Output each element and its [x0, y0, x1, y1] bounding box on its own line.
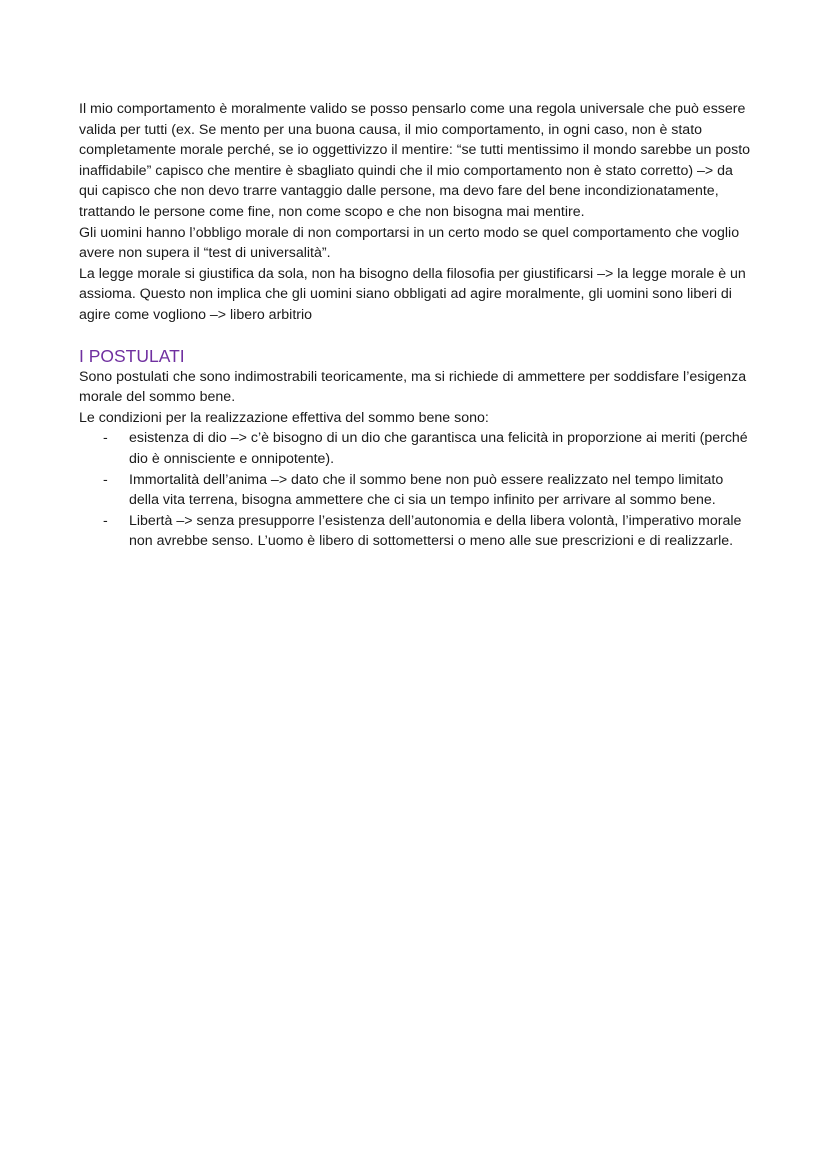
list-item-immortality-of-soul: [79, 470, 755, 511]
list-item-text: Immortalità dell’anima –> dato che il sommo bene non può essere realizzato nel tempo limitato della vita terrena, bisogna ammettere che ci sia un tempo infinito per arrivare al sommo bene.: [129, 471, 724, 509]
list-item-text: Libertà –> senza presupporre l’esistenza dell’autonomia e della libera volontà, l’imperativo morale non avrebbe senso. L’uomo è libero di sottomettersi o meno alle sue prescrizioni e di realizzarle.: [129, 512, 742, 550]
list-bullet: -: [103, 430, 108, 447]
list-bullet: -: [103, 471, 108, 488]
intro-paragraph-3: La legge morale si giustifica da sola, non ha bisogno della filosofia per giustificarsi –> la legge morale è un assioma. Questo non implica che gli uomini siano obbligati ad agire moralmente, gli uomini sono liberi di agire come vogliono –> libero arbitrio: [79, 265, 746, 323]
intro-paragraph-1: Il mio comportamento è moralmente valido se posso pensarlo come una regola universale che può essere valida per tutti (ex. Se mento per una buona causa, il mio comportamento, in ogni caso, non è stato completamente morale perché, se io oggettivizzo il mentire: “se tutti mentissimo il mondo sarebbe un posto inaffidabile” capisco che mentire è sbagliato quindi che il mio comportamento non è stato corretto) –> da qui capisco che non devo trarre vantaggio dalle persone, ma devo fare del bene incondizionatamente, trattando le persone come fine, non come scopo e che non bisogna mai mentire.: [79, 101, 751, 220]
list-item-existence-of-god: [79, 428, 755, 469]
list-item-text: esistenza di dio –> c’è bisogno di un dio che garantisca una felicità in proporzione ai meriti (perché dio è onnisciente e onnipotente).: [129, 430, 748, 467]
postulati-paragraph-1: Sono postulati che sono indimostrabili teoricamente, ma si richiede di ammettere per soddisfare l’esigenza morale del sommo bene.: [79, 368, 747, 406]
intro-paragraph-2: Gli uomini hanno l’obbligo morale di non comportarsi in un certo modo se quel comportamento che voglio avere non supera il “test di universalità”.: [79, 224, 740, 262]
section-heading-postulati: I POSTULATI: [79, 345, 185, 366]
postulati-list: [79, 428, 755, 552]
list-item-freedom: [79, 511, 755, 552]
list-bullet: -: [103, 512, 108, 529]
postulati-paragraph-2: Le condizioni per la realizzazione effettiva del sommo bene sono:: [79, 409, 489, 426]
document-page: [79, 99, 755, 552]
